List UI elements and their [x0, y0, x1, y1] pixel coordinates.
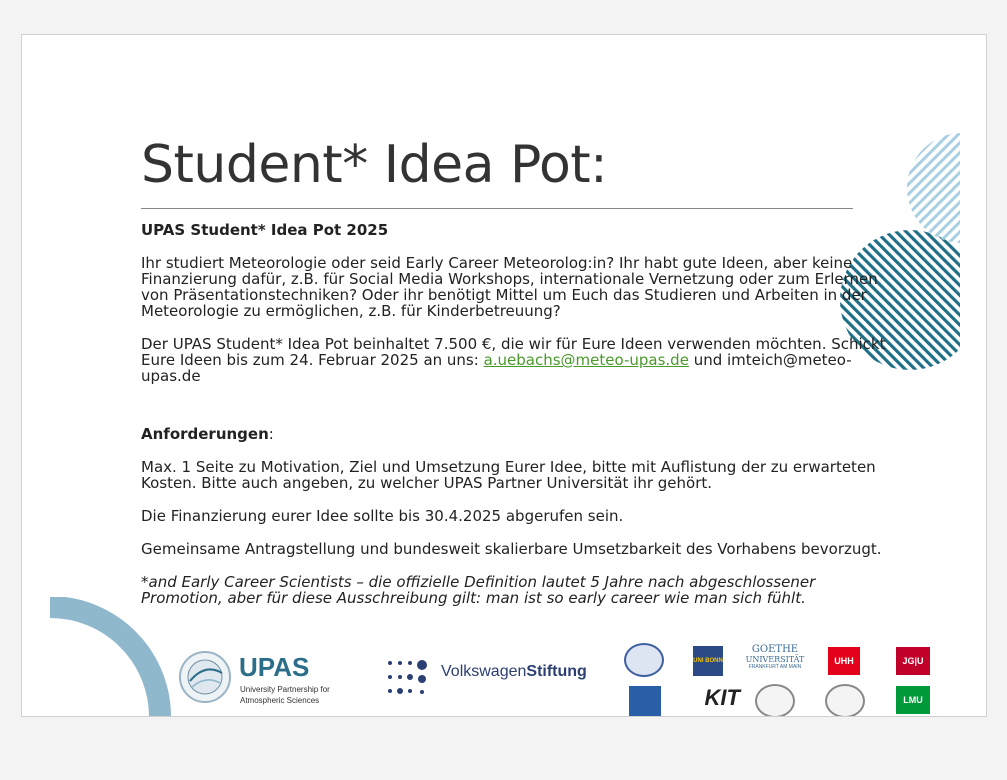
university-seal-2-icon [755, 684, 795, 717]
upas-logo-line1: University Partnership for [240, 685, 330, 694]
kit-logo [682, 685, 740, 715]
goethe-line1: GOETHE [751, 644, 799, 655]
vw-name-part1: Volkswagen [441, 663, 527, 680]
subtitle: UPAS Student* Idea Pot 2025 [141, 221, 389, 239]
requirement-2: Die Finanzierung eurer Idee sollte bis 30.4.2025 abgerufen sein. [141, 507, 624, 525]
volkswagen-logo-text [441, 663, 587, 681]
lmu-label: LMU [903, 695, 923, 705]
jgu-label: JG|U [902, 656, 924, 666]
goethe-line3: FRANKFURT AM MAIN [748, 664, 802, 670]
university-seal-3-icon [825, 684, 865, 717]
requirement-1: Max. 1 Seite zu Motivation, Ziel und Umsetzung Eurer Idee, bitte mit Auflistung der zu erwarteten Kosten. Bitte auch angeben, zu welcher UPAS Partner Universität ihr gehört. [141, 458, 876, 492]
funding-paragraph [141, 336, 886, 384]
requirements-heading [141, 426, 886, 442]
goethe-university-logo [742, 644, 808, 670]
decorative-arc [50, 597, 180, 717]
funding-text: Der UPAS Student* Idea Pot beinhaltet 7.500 €, die wir für Eure Ideen verwenden möchten. Schickt Eure Ideen bis zum 24. Februar 2025 an uns: [141, 335, 886, 369]
goethe-line2: UNIVERSITÄT [745, 655, 805, 664]
university-seal-1-icon [624, 643, 664, 677]
funding-and: und [688, 351, 728, 369]
title-divider [141, 208, 853, 209]
uhh-logo [828, 647, 860, 675]
requirement-3: Gemeinsame Antragstellung und bundesweit skalierbare Umsetzbarkeit des Vorhabens bevorzugt. [141, 540, 882, 558]
requirements-colon: : [268, 425, 274, 443]
upas-logo-name: UPAS [239, 652, 310, 682]
jgu-logo [896, 647, 930, 675]
uhh-label: UHH [834, 656, 854, 666]
footnote: *and Early Career Scientists – die offizielle Definition lautet 5 Jahre nach abgeschlossener Promotion, aber für diese Ausschreibung gilt: man ist so early career wie man sich fühlt. [141, 573, 816, 607]
volkswagen-dots-icon [384, 657, 432, 701]
slide [21, 34, 987, 717]
lmu-logo [896, 686, 930, 714]
slide-body [141, 222, 886, 606]
kit-label: KIT [704, 685, 740, 710]
upas-globe-icon [178, 649, 232, 705]
upas-logo-line2: Atmospheric Sciences [240, 696, 320, 705]
email-imteich: imteich@meteo-upas.de [141, 351, 852, 385]
uni-bonn-logo [693, 646, 723, 676]
uni-bonn-label: UNI BONN [693, 658, 723, 664]
page-title: Student* Idea Pot: [141, 135, 608, 195]
university-logo-blue-icon [629, 686, 661, 716]
requirements-label: Anforderungen [141, 425, 269, 443]
intro-paragraph: Ihr studiert Meteorologie oder seid Early Career Meteorolog:in? Ihr habt gute Ideen, aber keine Finanzierung dafür, z.B. für Social Media Workshops, internationale Vernetzung oder zum Erlernen von Präsentationstechniken? Oder ihr benötigt Mittel um Euch das Studieren und Arbeiten in der Meteorologie zu ermöglichen, z.B. für Kinderbetreuung? [141, 254, 878, 320]
email-link-uebachs[interactable]: a.uebachs@meteo-upas.de [483, 351, 689, 369]
vw-name-part2: Stiftung [526, 663, 587, 680]
